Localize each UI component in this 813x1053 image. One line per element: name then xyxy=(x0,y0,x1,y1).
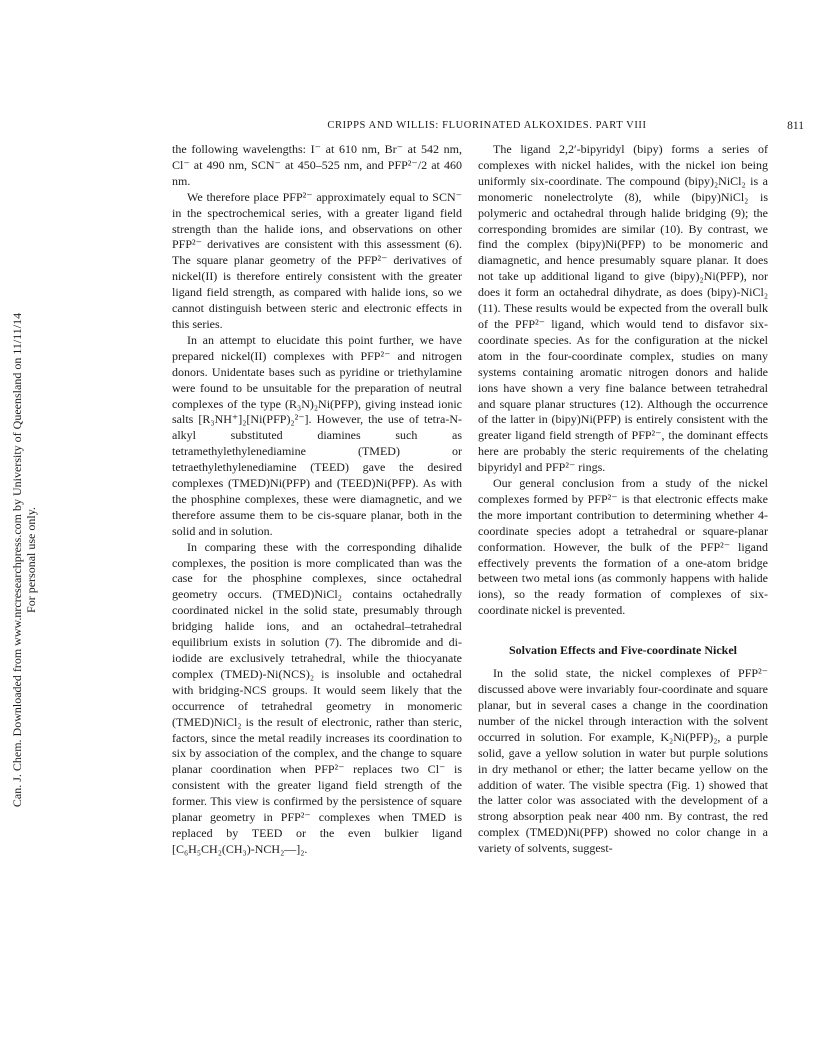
page-number: 811 xyxy=(787,120,804,132)
download-notice-text xyxy=(10,240,38,880)
running-head xyxy=(170,120,804,136)
left-paragraph-3: In an attempt to elucidate this point further, we have prepared nickel(II) complexes with PFP²⁻ and nitrogen donors. Unidentate bases such as pyridine or triethylamine were found to be unsuitable for the preparation of neutral complexes of the type (R₃N)₂Ni(PFP), giving instead ionic salts [R₃NH⁺]₂[Ni(PFP)₂²⁻]. However, the use of tetra-N-alkyl substituted diamines such as tetramethylethylenediamine (TMED) or tetraethylethylenediamine (TEED) gave the desired complexes (TMED)Ni(PFP) and (TEED)Ni(PFP). As with the phosphine complexes, these were diamagnetic, and we therefore assume them to be cis-square planar, both in the solid and in solution. xyxy=(172,332,462,538)
running-title: CRIPPS AND WILLIS: FLUORINATED ALKOXIDES. PART VIII xyxy=(327,120,647,131)
left-paragraph-2: We therefore place PFP²⁻ approximately equal to SCN⁻ in the spectrochemical series, with a greater ligand field strength than the halide ions, and observations on other PFP²⁻ derivatives are consistent with this assessment (6). The square planar geometry of the PFP²⁻ derivatives of nickel(II) is therefore entirely consistent with the greater ligand field strength, as compared with halide ions, so we cannot distinguish between steric and electronic effects in this series. xyxy=(172,189,462,331)
right-paragraph-3: In the solid state, the nickel complexes of PFP²⁻ discussed above were invariably four-coordinate and square planar, but in several cases a change in the coordination number of the nickel through interaction with the solvent occurred in solution. For example, K₂Ni(PFP)₂, a purple solid, gave a yellow solution in water but purple solutions in dry methanol or ether; the latter became yellow on the addition of water. The visible spectra (Fig. 1) showed that the latter color was associated with the development of a strong absorption peak near 400 nm. By contrast, the red complex (TMED)Ni(PFP) showed no color change in a variety of solvents, suggest- xyxy=(478,666,768,856)
download-notice xyxy=(0,240,48,880)
left-column xyxy=(172,142,462,858)
right-paragraph-2: Our general conclusion from a study of the nickel complexes formed by PFP²⁻ is that electronic effects make the more important contribution to determining whether 4-coordinate species adopt a tetrahedral or square-planar conformation. However, the bulk of the PFP²⁻ ligand effectively prevents the formation of a one-atom bridge between two metal ions (as commonly happens with halide ions), so the ready formation of complexes of six-coordinate nickel is prevented. xyxy=(478,476,768,618)
right-column xyxy=(478,142,768,857)
section-heading: Solvation Effects and Five-coordinate Nickel xyxy=(509,643,737,658)
download-notice-usage: For personal use only. xyxy=(24,507,38,613)
left-paragraph-4: In comparing these with the corresponding dihalide complexes, the position is more complicated than was the case for the phosphine complexes, since octahedral geometry occurs. (TMED)NiCl₂ contains octahedrally coordinated nickel in the solid state, presumably through bridging halide ions, and an octahedral–tetrahedral equilibrium exists in solution (7). The dibromide and di-iodide are exclusively tetrahedral, while the thiocyanate complex (TMED)-Ni(NCS)₂ is insoluble and octahedral with bridging-NCS groups. It would seem likely that the occurrence of tetrahedral geometry in monomeric (TMED)NiCl₂ is the result of electronic, rather than steric, factors, since the metal readily increases its coordination to six by association of the complex, and the change to square planar coordination when PFP²⁻ replaces two Cl⁻ is consistent with the greater ligand field strength of the former. This view is confirmed by the persistence of square planar geometry in PFP²⁻ complexes when TMED is replaced by TEED or the even bulkier ligand [C₆H₅CH₂(CH₃)-NCH₂—]₂. xyxy=(172,539,462,856)
download-notice-source: Can. J. Chem. Downloaded from www.nrcresearchpress.com by University of Queensland on 11/11/14 xyxy=(10,312,24,808)
right-paragraph-1: The ligand 2,2′-bipyridyl (bipy) forms a series of complexes with nickel halides, with the nickel ion being uniformly six-coordinate. The compound (bipy)₂NiCl₂ is a monomeric nonelectrolyte (8), while (bipy)NiCl₂ is polymeric and octahedral through halide bridging (9); the corresponding bromides are similar (10). By contrast, we find the complex (bipy)Ni(PFP) to be monomeric and diamagnetic, and hence presumably square planar. It does not take up additional ligand to give (bipy)₂Ni(PFP), nor does it form an octahedral dihydrate, as does (bipy)-NiCl₂ (11). These results would be expected from the overall bulk of the PFP²⁻ ligand, which would tend to disfavor six-coordinate species. As for the configuration at the nickel atom in the four-coordinate complex, studies on many systems containing aromatic nitrogen donors and halide ions have shown a very fine balance between tetrahedral and square planar structures (12). Although the occurrence of the latter in (bipy)Ni(PFP) is entirely consistent with the greater ligand field strength of PFP²⁻, the dominant effects here are probably the steric requirements of the chelating bipyridyl and PFP²⁻ rings. xyxy=(478,142,768,475)
left-paragraph-1: the following wavelengths: I⁻ at 610 nm, Br⁻ at 542 nm, Cl⁻ at 490 nm, SCN⁻ at 450–525 nm, and PFP²⁻/2 at 460 nm. xyxy=(172,142,462,188)
